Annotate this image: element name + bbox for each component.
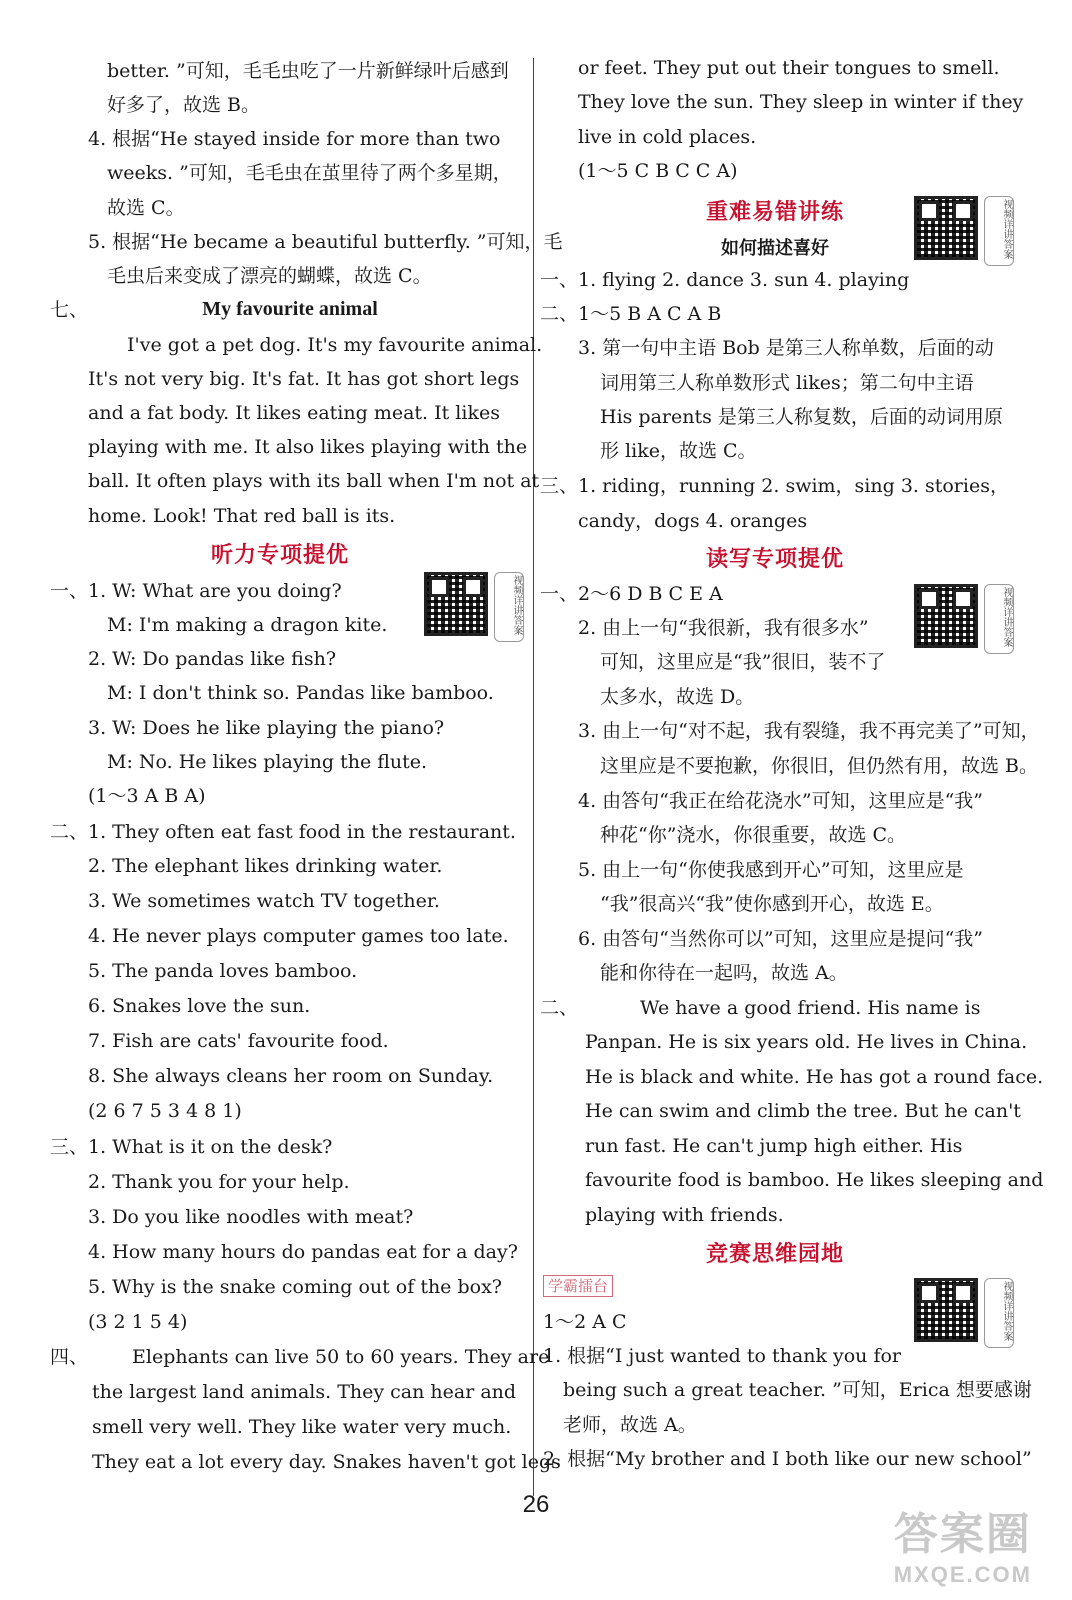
column-divider <box>533 58 534 1496</box>
text-line: 7. Fish are cats' favourite food. <box>88 1030 389 1052</box>
text-line: M: I don't think so. Pandas like bamboo. <box>107 682 494 704</box>
text-line: 一、1. flying 2. dance 3. sun 4. playing <box>540 269 910 291</box>
question-number: 二、 <box>540 997 579 1019</box>
qr-label: 视频详讲答案 <box>494 572 524 642</box>
section-subheading: 如何描述喜好 <box>721 238 829 259</box>
text-line: 形 like，故选 C。 <box>600 440 757 462</box>
text-line: 6. 由答句“当然你可以”可知，这里应是提问“我” <box>578 928 984 950</box>
qr-code[interactable] <box>424 572 524 642</box>
text-line: 能和你待在一起吗，故选 A。 <box>600 962 848 984</box>
essay-title: My favourite animal <box>202 298 378 320</box>
text-line: or feet. They put out their tongues to smell. <box>578 57 1000 79</box>
watermark-bottom: MXQE.COM <box>893 1562 1032 1587</box>
text-line: M: No. He likes playing the flute. <box>107 751 428 773</box>
text-line: 三、1. What is it on the desk? <box>50 1136 333 1158</box>
text-line: 5. 根据“He became a beautiful butterfly. ”可知，毛 <box>88 231 563 253</box>
text-line: weeks. ”可知，毛毛虫在茧里待了两个多星期， <box>107 162 512 184</box>
answer-line: (1～5 C B C C A) <box>578 160 738 182</box>
essay-line: We have a good friend. His name is <box>640 997 981 1019</box>
text-line: 2. The elephant likes drinking water. <box>88 855 443 877</box>
text-line: 这里应是不要抱歉，你很旧，但仍然有用，故选 B。 <box>600 755 1039 777</box>
qr-code-icon <box>914 1278 978 1342</box>
essay-line: playing with me. It also likes playing with the <box>88 436 528 458</box>
text-line: 4. How many hours do pandas eat for a day? <box>88 1241 518 1263</box>
section-heading-competition: 竞赛思维园地 <box>705 1241 844 1267</box>
text-line: 种花“你”浇水，你很重要，故选 C。 <box>600 824 907 846</box>
text-line: His parents 是第三人称复数，后面的动词用原 <box>600 406 1003 428</box>
text-line: 3. W: Does he like playing the piano? <box>88 717 445 739</box>
text-line: 8. She always cleans her room on Sunday. <box>88 1065 494 1087</box>
text-line: 4. He never plays computer games too late. <box>88 925 509 947</box>
text-line: 好多了，故选 B。 <box>107 94 261 116</box>
text-line: 1. 根据“I just wanted to thank you for <box>543 1345 901 1367</box>
qr-code[interactable] <box>914 196 1014 266</box>
qr-label: 视频详讲答案 <box>984 196 1014 266</box>
text-line: 5. The panda loves bamboo. <box>88 960 358 982</box>
text-line: candy，dogs 4. oranges <box>578 510 808 532</box>
text-line: They eat a lot every day. Snakes haven't got legs <box>92 1451 561 1473</box>
badge-tag: 学霸擂台 <box>543 1275 613 1297</box>
text-line: M: I'm making a dragon kite. <box>107 614 388 636</box>
answer-line: (2 6 7 5 3 4 8 1) <box>88 1100 242 1122</box>
essay-line: home. Look! That red ball is its. <box>88 505 396 527</box>
page-number: 26 <box>522 1491 550 1518</box>
text-line: live in cold places. <box>578 126 757 148</box>
text-line: 毛虫后来变成了漂亮的蝴蝶，故选 C。 <box>107 265 432 287</box>
qr-code[interactable] <box>914 584 1014 654</box>
answer-line: (3 2 1 5 4) <box>88 1311 188 1333</box>
essay-line: He can swim and climb the tree. But he can't <box>585 1100 1021 1122</box>
text-line: 老师，故选 A。 <box>563 1414 697 1436</box>
text-line: “我”很高兴“我”使你感到开心，故选 E。 <box>600 893 944 915</box>
text-line: better. ”可知，毛毛虫吃了一片新鲜绿叶后感到 <box>107 60 509 82</box>
text-line: 一、2～6 D B C E A <box>540 583 723 605</box>
text-line: the largest land animals. They can hear and <box>92 1381 517 1403</box>
text-line: 2. 由上一句“我很新，我有很多水” <box>578 617 869 639</box>
essay-line: run fast. He can't jump high either. His <box>585 1135 963 1157</box>
watermark-top: 答案圈 <box>893 1510 1032 1559</box>
text-line: 一、1. W: What are you doing? <box>50 580 342 602</box>
essay-line: and a fat body. It likes eating meat. It likes <box>88 402 500 424</box>
text-line: being such a great teacher. ”可知，Erica 想要感谢 <box>563 1379 1032 1401</box>
essay-line: He is black and white. He has got a round face. <box>585 1066 1044 1088</box>
text-line: 5. Why is the snake coming out of the box? <box>88 1276 502 1298</box>
text-line: 4. 根据“He stayed inside for more than two <box>88 128 501 150</box>
text-line: 5. 由上一句“你使我感到开心”可知，这里应是 <box>578 859 964 881</box>
essay-line: favourite food is bamboo. He likes sleeping and <box>585 1169 1044 1191</box>
text-line: 6. Snakes love the sun. <box>88 995 311 1017</box>
qr-code[interactable] <box>914 1278 1014 1348</box>
essay-line: It's not very big. It's fat. It has got short legs <box>88 368 520 390</box>
text-line: 3. 由上一句“对不起，我有裂缝，我不再完美了”可知， <box>578 720 1040 742</box>
section-heading-hard: 重难易错讲练 <box>705 199 844 225</box>
text-line: 2. W: Do pandas like fish? <box>88 648 337 670</box>
question-number: 四、 <box>50 1346 89 1368</box>
text-line: 4. 由答句“我正在给花浇水”可知，这里应是“我” <box>578 790 984 812</box>
text-line: 二、1～5 B A C A B <box>540 303 722 325</box>
text-line: 3. Do you like noodles with meat? <box>88 1206 414 1228</box>
essay-line: Panpan. He is six years old. He lives in China. <box>585 1031 1028 1053</box>
text-line: 3. We sometimes watch TV together. <box>88 890 440 912</box>
essay-line: I've got a pet dog. It's my favourite animal. <box>127 334 543 356</box>
section-heading-listening: 听力专项提优 <box>210 542 349 568</box>
text-line: 三、1. riding，running 2. swim，sing 3. stories， <box>540 475 1009 497</box>
essay-line: ball. It often plays with its ball when I'm not at <box>88 470 540 492</box>
text-line: 故选 C。 <box>107 197 185 219</box>
watermark-logo <box>894 1498 1032 1588</box>
text-line: 2. 根据“My brother and I both like our new school” <box>543 1448 1032 1470</box>
question-number: 七、 <box>50 299 89 321</box>
qr-label: 视频详讲答案 <box>984 1278 1014 1348</box>
text-line: 太多水，故选 D。 <box>600 686 755 708</box>
qr-code-icon <box>424 572 488 636</box>
text-line: 2. Thank you for your help. <box>88 1171 350 1193</box>
answer-line: (1～3 A B A) <box>88 785 206 807</box>
text-line: 词用第三人称单数形式 likes；第二句中主语 <box>600 372 974 394</box>
section-heading-reading-writing: 读写专项提优 <box>705 546 844 572</box>
qr-code-icon <box>914 196 978 260</box>
text-line: 3. 第一句中主语 Bob 是第三人称单数，后面的动 <box>578 337 994 359</box>
qr-code-icon <box>914 584 978 648</box>
text-line: They love the sun. They sleep in winter if they <box>578 91 1024 113</box>
essay-line: playing with friends. <box>585 1204 784 1226</box>
text-line: 可知，这里应是“我”很旧，装不了 <box>600 651 886 673</box>
text-line: Elephants can live 50 to 60 years. They are <box>132 1346 550 1368</box>
text-line: 二、1. They often eat fast food in the restaurant. <box>50 821 516 843</box>
qr-label: 视频详讲答案 <box>984 584 1014 654</box>
text-line: smell very well. They like water very much. <box>92 1416 512 1438</box>
answer-line: 1～2 A C <box>543 1311 627 1333</box>
